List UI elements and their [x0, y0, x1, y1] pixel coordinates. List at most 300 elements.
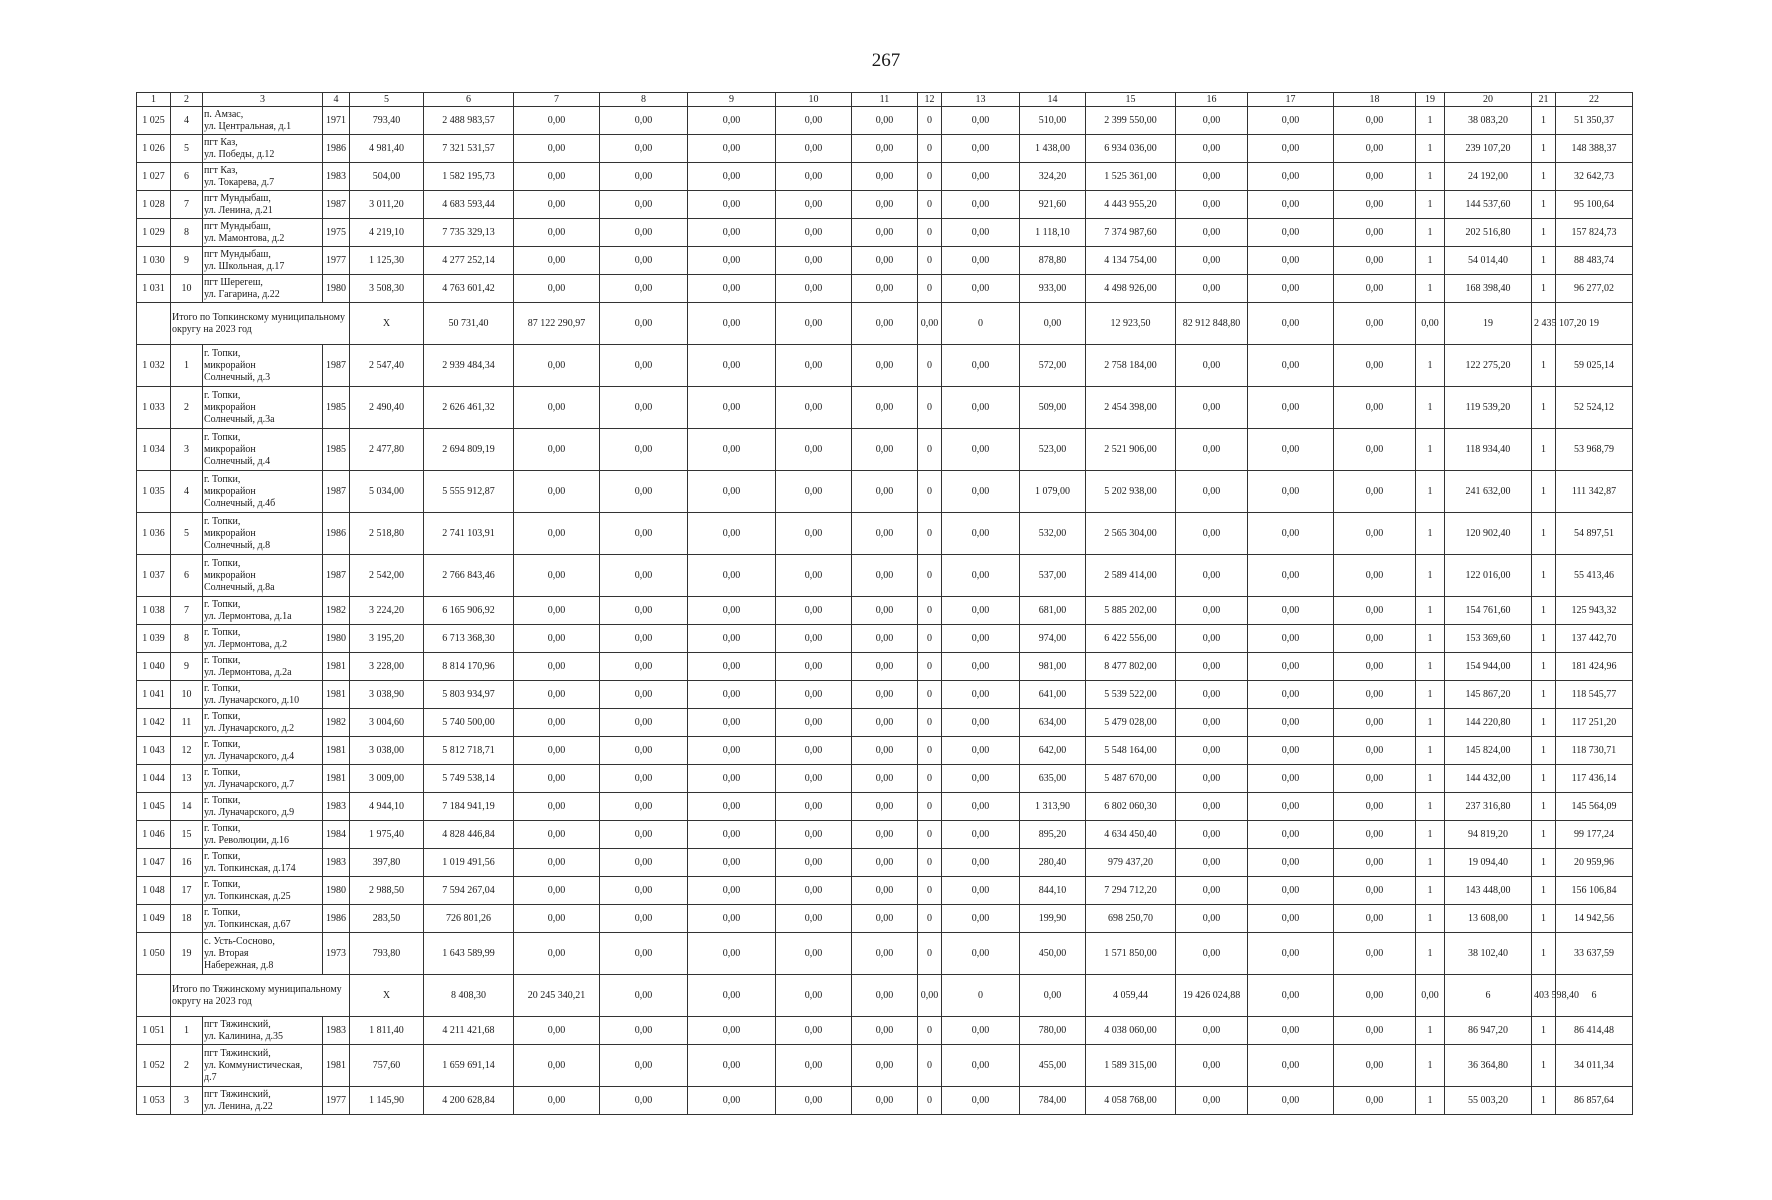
cell-col-8: 0,00	[600, 681, 688, 709]
cell-col-4: 1986	[323, 905, 350, 933]
cell-col-22: 32 642,73	[1556, 163, 1633, 191]
cell-col-7: 0,00	[514, 163, 600, 191]
cell-col-19: 1	[1416, 709, 1445, 737]
cell-col-22: 95 100,64	[1556, 191, 1633, 219]
cell-col-2: 3	[171, 429, 203, 471]
cell-col-4: 1981	[323, 737, 350, 765]
cell-col-7: 0,00	[514, 905, 600, 933]
cell-col-20: 154 944,00	[1445, 653, 1532, 681]
cell-col-20: 237 316,80	[1445, 793, 1532, 821]
cell-col-11: 0,00	[852, 191, 918, 219]
cell-col-17: 0,00	[1248, 345, 1334, 387]
cell-col-17: 0,00	[1248, 135, 1334, 163]
cell-col-2: 9	[171, 653, 203, 681]
cell-col-18: 0,00	[1334, 1045, 1416, 1087]
cell-col-2: 19	[171, 933, 203, 975]
cell-col-12: 0	[918, 625, 942, 653]
cell-col-6: 6 165 906,92	[424, 597, 514, 625]
cell-col-20: 145 824,00	[1445, 737, 1532, 765]
header-cell-8: 8	[600, 93, 688, 107]
cell-col-13: 0,00	[942, 107, 1020, 135]
cell-col-16: 0,00	[1176, 653, 1248, 681]
cell-col-13: 0,00	[942, 597, 1020, 625]
table-row	[137, 793, 1633, 821]
cell-col-9: 0,00	[688, 653, 776, 681]
cell-col-20: 154 761,60	[1445, 597, 1532, 625]
header-cell-16: 16	[1176, 93, 1248, 107]
cell-col-15: 7 374 987,60	[1086, 219, 1176, 247]
cell-col-17: 0,00	[1248, 877, 1334, 905]
cell-col-18: 0,00	[1334, 191, 1416, 219]
cell-col-2: 18	[171, 905, 203, 933]
cell-col-6: 5 812 718,71	[424, 737, 514, 765]
cell-col-11: 0,00	[852, 107, 918, 135]
cell-col-1: 1 045	[137, 793, 171, 821]
cell-col-19: 1	[1416, 597, 1445, 625]
cell-col-1: 1 035	[137, 471, 171, 513]
header-cell-6: 6	[424, 93, 514, 107]
cell-col-4: 1982	[323, 597, 350, 625]
cell-col-20: 118 934,40	[1445, 429, 1532, 471]
cell-col-19: 1	[1416, 275, 1445, 303]
cell-col-22: 117 251,20	[1556, 709, 1633, 737]
cell-col-17: 0,00	[1248, 1017, 1334, 1045]
cell-col-20: 54 014,40	[1445, 247, 1532, 275]
cell-col-14: 537,00	[1020, 555, 1086, 597]
cell-col-13: 0,00	[942, 933, 1020, 975]
cell-col-17: 0,00	[1248, 709, 1334, 737]
cell-col-2: 2	[171, 1045, 203, 1087]
cell-col-11: 0,00	[852, 653, 918, 681]
cell-col-6: 4 828 446,84	[424, 821, 514, 849]
cell-col-12: 0	[918, 247, 942, 275]
cell-col-7: 0,00	[600, 975, 688, 1017]
cell-col-15: 6 422 556,00	[1086, 625, 1176, 653]
cell-col-6: 5 555 912,87	[424, 471, 514, 513]
cell-col-8: 0,00	[600, 709, 688, 737]
cell-col-7: 0,00	[514, 653, 600, 681]
cell-col-1: 1 040	[137, 653, 171, 681]
cell-col-14: 933,00	[1020, 275, 1086, 303]
cell-col-2: 9	[171, 247, 203, 275]
cell-col-13: 0,00	[942, 653, 1020, 681]
cell-col-9: 0,00	[688, 247, 776, 275]
cell-col-5: 50 731,40	[424, 303, 514, 345]
table-row	[137, 709, 1633, 737]
cell-col-22: 59 025,14	[1556, 345, 1633, 387]
cell-col-9: 0,00	[688, 107, 776, 135]
cell-col-17: 0,00	[1248, 933, 1334, 975]
cell-col-2: 1	[171, 1017, 203, 1045]
cell-col-9: 0,00	[688, 625, 776, 653]
cell-col-22: 148 388,37	[1556, 135, 1633, 163]
cell-col-13: 0,00	[942, 471, 1020, 513]
cell-col-17: 0,00	[1248, 849, 1334, 877]
cell-col-14: 681,00	[1020, 597, 1086, 625]
cell-col-22: 88 483,74	[1556, 247, 1633, 275]
table-row	[137, 191, 1633, 219]
cell-col-18: 0,00	[1334, 387, 1416, 429]
cell-col-18: 0,00	[1334, 597, 1416, 625]
cell-col-14: 780,00	[1020, 1017, 1086, 1045]
cell-col-12: 0	[918, 387, 942, 429]
cell-col-19: 1	[1416, 107, 1445, 135]
cell-col-17: 0,00	[1334, 303, 1416, 345]
cell-col-1: 1 030	[137, 247, 171, 275]
cell-col-20: 55 003,20	[1445, 1087, 1532, 1115]
header-cell-22: 22	[1556, 93, 1633, 107]
cell-col-1: 1 036	[137, 513, 171, 555]
cell-col-1: 1 046	[137, 821, 171, 849]
cell-col-17: 0,00	[1248, 275, 1334, 303]
cell-col-10: 0,00	[776, 191, 852, 219]
cell-col-20: 144 432,00	[1445, 765, 1532, 793]
cell-col-6: 5 740 500,00	[424, 709, 514, 737]
cell-col-14: 455,00	[1020, 1045, 1086, 1087]
header-cell-9: 9	[688, 93, 776, 107]
cell-col-17: 0,00	[1248, 219, 1334, 247]
cell-col-5: 4 944,10	[350, 793, 424, 821]
cell-col-10: 0,00	[776, 625, 852, 653]
cell-col-2: 16	[171, 849, 203, 877]
cell-col-2: 11	[171, 709, 203, 737]
cell-col-5: 2 518,80	[350, 513, 424, 555]
cell-col-11: 0,00	[852, 1045, 918, 1087]
page-number: 267	[871, 50, 901, 71]
cell-col-5: 1 125,30	[350, 247, 424, 275]
cell-col-6: 2 766 843,46	[424, 555, 514, 597]
cell-col-4: 1971	[323, 107, 350, 135]
cell-col-6: 4 200 628,84	[424, 1087, 514, 1115]
cell-col-19: 1	[1416, 219, 1445, 247]
cell-col-11: 0,00	[852, 387, 918, 429]
cell-col-9: 0,00	[688, 681, 776, 709]
cell-col-6: 7 594 267,04	[424, 877, 514, 905]
address-cell: г. Топки, ул. Лермонтова, д.1а	[203, 597, 323, 625]
cell-col-21: 1	[1532, 737, 1556, 765]
cell-col-1: 1 025	[137, 107, 171, 135]
cell-col-19: 1	[1416, 933, 1445, 975]
cell-col-16: 0,00	[1176, 765, 1248, 793]
cell-col-18: 0,00	[1334, 793, 1416, 821]
cell-col-2: 4	[171, 471, 203, 513]
cell-col-5: 757,60	[350, 1045, 424, 1087]
cell-col-13: 0,00	[942, 849, 1020, 877]
cell-col-5: 4 219,10	[350, 219, 424, 247]
cell-col-12: 0	[942, 303, 1020, 345]
header-cell-15: 15	[1086, 93, 1176, 107]
cell-col-9: 0,00	[688, 191, 776, 219]
cell-col-20: 241 632,00	[1445, 471, 1532, 513]
cell-col-16: 0,00	[1176, 905, 1248, 933]
cell-col-5: 3 009,00	[350, 765, 424, 793]
cell-col-11: 0,00	[852, 1087, 918, 1115]
address-cell: пгт Каз, ул. Победы, д.12	[203, 135, 323, 163]
header-cell-17: 17	[1248, 93, 1334, 107]
cell-col-21: 1	[1532, 933, 1556, 975]
cell-col-14: 641,00	[1020, 681, 1086, 709]
cell-col-4: 1984	[323, 821, 350, 849]
cell-col-17: 0,00	[1248, 653, 1334, 681]
cell-col-4: 1977	[323, 247, 350, 275]
cell-col-7: 0,00	[514, 429, 600, 471]
cell-col-12: 0	[918, 905, 942, 933]
cell-col-18: 0,00	[1334, 681, 1416, 709]
cell-col-16: 0,00	[1176, 1017, 1248, 1045]
cell-col-2: 6	[171, 555, 203, 597]
address-cell: г. Топки, микрорайон Солнечный, д.8	[203, 513, 323, 555]
cell-col-7: 0,00	[514, 681, 600, 709]
cell-col-2: 7	[171, 597, 203, 625]
cell-col-11: 0,00	[852, 1017, 918, 1045]
table-row	[137, 471, 1633, 513]
cell-col-7: 0,00	[514, 107, 600, 135]
address-cell: пгт Мундыбаш, ул. Мамонтова, д.2	[203, 219, 323, 247]
cell-col-11: 0,00	[918, 303, 942, 345]
cell-col-22: 181 424,96	[1556, 653, 1633, 681]
cell-col-6: 5 803 934,97	[424, 681, 514, 709]
header-row	[137, 93, 1633, 107]
cell-col-2: 1	[171, 345, 203, 387]
cell-col-15: 2 589 414,00	[1086, 555, 1176, 597]
cell-col-6: 1 643 589,99	[424, 933, 514, 975]
cell-col-2: 6	[171, 163, 203, 191]
cell-col-4: 1975	[323, 219, 350, 247]
cell-col-18: 0,00	[1334, 107, 1416, 135]
cell-col-10: 0,00	[852, 303, 918, 345]
cell-col-21: 1	[1532, 849, 1556, 877]
cell-col-9: 0,00	[688, 345, 776, 387]
cell-col-4: 1985	[323, 429, 350, 471]
cell-col-1: 1 028	[137, 191, 171, 219]
address-cell: г. Топки, ул. Революции, д.16	[203, 821, 323, 849]
cell-col-8: 0,00	[600, 877, 688, 905]
cell-col-19: 1	[1416, 821, 1445, 849]
cell-col-8: 0,00	[600, 1017, 688, 1045]
cell-col-21: 19	[1556, 303, 1633, 345]
cell-col-22: 33 637,59	[1556, 933, 1633, 975]
cell-col-9: 0,00	[688, 765, 776, 793]
cell-col-13: 0,00	[942, 1087, 1020, 1115]
cell-col-16: 0,00	[1176, 513, 1248, 555]
cell-col-11: 0,00	[852, 597, 918, 625]
cell-col-7: 0,00	[514, 793, 600, 821]
cell-col-16: 0,00	[1176, 625, 1248, 653]
cell-col-16: 0,00	[1176, 877, 1248, 905]
cell-col-12: 0	[918, 555, 942, 597]
cell-col-16: 0,00	[1176, 793, 1248, 821]
cell-col-6: 4 763 601,42	[424, 275, 514, 303]
cell-col-17: 0,00	[1248, 513, 1334, 555]
cell-col-4: 1983	[323, 793, 350, 821]
cell-col-12: 0	[918, 107, 942, 135]
cell-col-13: 0,00	[942, 163, 1020, 191]
cell-col-6: 2 741 103,91	[424, 513, 514, 555]
table-row	[137, 821, 1633, 849]
cell-col-16: 0,00	[1176, 191, 1248, 219]
table-row	[137, 163, 1633, 191]
cell-col-4: 1986	[323, 135, 350, 163]
cell-col-1: 1 041	[137, 681, 171, 709]
cell-col-6: 2 939 484,34	[424, 345, 514, 387]
cell-col-12: 0	[918, 653, 942, 681]
cell-col-21: 1	[1532, 765, 1556, 793]
cell-col-22: 118 545,77	[1556, 681, 1633, 709]
cell-col-14: 895,20	[1020, 821, 1086, 849]
cell-col-22: 111 342,87	[1556, 471, 1633, 513]
table-row	[137, 345, 1633, 387]
cell-col-10: 0,00	[776, 933, 852, 975]
header-cell-10: 10	[776, 93, 852, 107]
cell-col-20: 86 947,20	[1445, 1017, 1532, 1045]
cell-col-5: 3 224,20	[350, 597, 424, 625]
table-row	[137, 765, 1633, 793]
cell-col-10: 0,00	[776, 821, 852, 849]
cell-col-16: 0,00	[1176, 471, 1248, 513]
cell-col-5: 793,80	[350, 933, 424, 975]
cell-col-18: 0,00	[1334, 849, 1416, 877]
table-row	[137, 247, 1633, 275]
cell-col-4: 1981	[323, 681, 350, 709]
cell-col-10: 0,00	[776, 429, 852, 471]
cell-col-4: 1973	[323, 933, 350, 975]
cell-col-18: 0,00	[1334, 905, 1416, 933]
cell-col-6: 20 245 340,21	[514, 975, 600, 1017]
cell-col-5: 3 011,20	[350, 191, 424, 219]
cell-col-14: 784,00	[1020, 1087, 1086, 1115]
header-cell-7: 7	[514, 93, 600, 107]
cell-col-20: 13 608,00	[1445, 905, 1532, 933]
cell-col-5: 5 034,00	[350, 471, 424, 513]
cell-col-15: 4 038 060,00	[1086, 1017, 1176, 1045]
cell-col-10: 0,00	[776, 709, 852, 737]
cell-col-9: 0,00	[688, 905, 776, 933]
subtotal-label: Итого по Тяжинскому муниципальному округу на 2023 год	[171, 975, 350, 1017]
cell-col-16: 0,00	[1176, 1087, 1248, 1115]
cell-col-13: 0,00	[942, 387, 1020, 429]
cell-col-9: 0,00	[776, 303, 852, 345]
cell-col-17: 0,00	[1248, 821, 1334, 849]
cell-col-6: 2 626 461,32	[424, 387, 514, 429]
cell-col-5: 3 038,90	[350, 681, 424, 709]
cell-col-6: 6 713 368,30	[424, 625, 514, 653]
header-cell-4: 4	[323, 93, 350, 107]
cell-col-8: 0,00	[600, 471, 688, 513]
cell-col-21: 1	[1532, 107, 1556, 135]
cell-col-21: 1	[1532, 219, 1556, 247]
cell-col-11: 0,00	[852, 135, 918, 163]
cell-col-8: 0,00	[600, 905, 688, 933]
table-row	[137, 275, 1633, 303]
cell-col-5: 2 547,40	[350, 345, 424, 387]
subtotal-row	[137, 303, 1633, 345]
cell-col-2: 10	[171, 275, 203, 303]
cell-col-15: 82 912 848,80	[1176, 303, 1248, 345]
cell-col-11: 0,00	[852, 933, 918, 975]
cell-col-9: 0,00	[688, 737, 776, 765]
cell-col-15: 5 885 202,00	[1086, 597, 1176, 625]
cell-col-19: 19	[1445, 303, 1532, 345]
header-cell-1: 1	[137, 93, 171, 107]
cell-col-14: 324,20	[1020, 163, 1086, 191]
cell-col-17: 0,00	[1248, 1087, 1334, 1115]
cell-col-9: 0,00	[688, 471, 776, 513]
address-cell: пгт Шерегеш, ул. Гагарина, д.22	[203, 275, 323, 303]
cell-col-19: 1	[1416, 681, 1445, 709]
cell-col-4: 1983	[323, 1017, 350, 1045]
cell-col-2: 8	[171, 625, 203, 653]
cell-col-9: 0,00	[688, 555, 776, 597]
cell-col-12: 0	[918, 429, 942, 471]
cell-col-18: 0,00	[1416, 975, 1445, 1017]
cell-col-8: 0,00	[600, 345, 688, 387]
cell-col-10: 0,00	[776, 247, 852, 275]
cell-col-18: 0,00	[1334, 765, 1416, 793]
cell-col-10: 0,00	[776, 653, 852, 681]
cell-col-9: 0,00	[688, 275, 776, 303]
cell-col-2: 15	[171, 821, 203, 849]
cell-col-1: 1 031	[137, 275, 171, 303]
cell-col-12: 0	[918, 1087, 942, 1115]
address-cell: г. Топки, ул. Лермонтова, д.2а	[203, 653, 323, 681]
cell-col-15: 5 539 522,00	[1086, 681, 1176, 709]
cell-col-5: 1 811,40	[350, 1017, 424, 1045]
cell-col-4: 1987	[323, 555, 350, 597]
cell-col-17: 0,00	[1248, 555, 1334, 597]
cell-col-1	[137, 303, 171, 345]
cell-col-12: 0	[918, 765, 942, 793]
cell-col-4: 1981	[323, 1045, 350, 1087]
cell-col-12: 0	[918, 1017, 942, 1045]
cell-col-20: 38 102,40	[1445, 933, 1532, 975]
cell-col-19: 1	[1416, 387, 1445, 429]
cell-col-20: 24 192,00	[1445, 163, 1532, 191]
cell-col-10: 0,00	[776, 681, 852, 709]
cell-col-17: 0,00	[1248, 471, 1334, 513]
cell-col-6: 1 659 691,14	[424, 1045, 514, 1087]
cell-col-22: 156 106,84	[1556, 877, 1633, 905]
cell-col-8: 0,00	[600, 821, 688, 849]
cell-col-11: 0,00	[852, 513, 918, 555]
address-cell: г. Топки, ул. Топкинская, д.25	[203, 877, 323, 905]
cell-col-14: 532,00	[1020, 513, 1086, 555]
cell-col-6: 87 122 290,97	[514, 303, 600, 345]
cell-col-20: 403 598,40	[1532, 975, 1556, 1017]
address-cell: г. Топки, микрорайон Солнечный, д.3а	[203, 387, 323, 429]
cell-col-13: 0,00	[942, 905, 1020, 933]
cell-col-19: 1	[1416, 1017, 1445, 1045]
cell-col-13: 0,00	[1020, 303, 1086, 345]
cell-col-1: 1 042	[137, 709, 171, 737]
cell-col-18: 0,00	[1334, 1087, 1416, 1115]
cell-col-4: 1983	[323, 163, 350, 191]
cell-col-21: 1	[1532, 387, 1556, 429]
cell-col-8: 0,00	[600, 513, 688, 555]
subtotal-label: Итого по Топкинскому муниципальному округу на 2023 год	[171, 303, 350, 345]
cell-col-15: 4 498 926,00	[1086, 275, 1176, 303]
cell-col-1: 1 050	[137, 933, 171, 975]
cell-col-7: 0,00	[514, 933, 600, 975]
cell-col-15: 4 634 450,40	[1086, 821, 1176, 849]
table-row	[137, 513, 1633, 555]
header-cell-5: 5	[350, 93, 424, 107]
cell-col-18: 0,00	[1334, 135, 1416, 163]
cell-col-22: 117 436,14	[1556, 765, 1633, 793]
cell-col-1: 1 047	[137, 849, 171, 877]
cell-col-8: 0,00	[600, 135, 688, 163]
cell-col-12: 0	[918, 471, 942, 513]
table-row	[137, 429, 1633, 471]
